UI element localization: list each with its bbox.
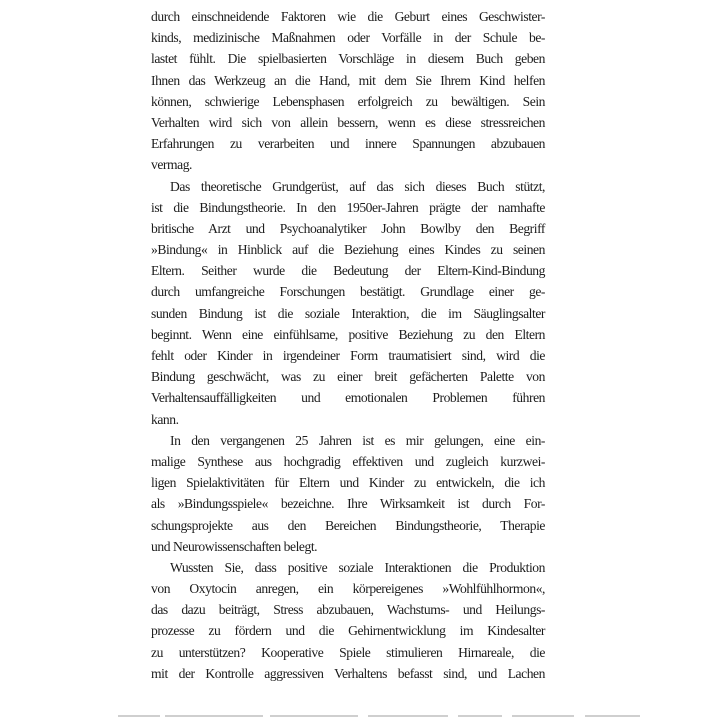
cutoff-fragment: [458, 715, 502, 717]
text-line: ist die Bindungstheorie. In den 1950er-Jahren prägte der namhafte: [151, 199, 545, 215]
text-line: ligen Spielaktivitäten für Eltern und Kinder zu entwickeln, die ich: [151, 475, 545, 491]
text-line: Bindung geschwächt, was zu einer breit gefächerten Palette von: [151, 369, 545, 385]
cutoff-fragment: [165, 715, 263, 717]
text-line: zu unterstützen? Kooperative Spiele stimulieren Hirnareale, die: [151, 644, 545, 660]
text-line: können, schwierige Lebensphasen erfolgreich zu bewältigen. Sein: [151, 93, 545, 109]
text-line: durch umfangreiche Forschungen bestätigt. Grundlage einer ge-: [151, 284, 545, 300]
text-line: sunden Bindung ist die soziale Interaktion, die im Säuglingsalter: [151, 305, 545, 321]
text-line: lastet fühlt. Die spielbasierten Vorschläge in diesem Buch geben: [151, 51, 545, 67]
text-line: malige Synthese aus hochgradig effektiven und zugleich kurzwei-: [151, 453, 545, 469]
text-line: das dazu beiträgt, Stress abzubauen, Wachstums- und Heilungs-: [151, 602, 545, 618]
text-line: Ihnen das Werkzeug an die Hand, mit dem Sie Ihrem Kind helfen: [151, 72, 545, 88]
text-line: Das theoretische Grundgerüst, auf das sich dieses Buch stützt,: [170, 178, 545, 194]
text-line: kann.: [151, 411, 179, 427]
cutoff-fragment: [585, 715, 640, 717]
text-line: mit der Kontrolle aggressiven Verhaltens befasst sind, und Lachen: [151, 665, 545, 681]
text-line: Eltern. Seither wurde die Bedeutung der Eltern-Kind-Bindung: [151, 263, 545, 279]
text-line: durch einschneidende Faktoren wie die Geburt eines Geschwister-: [151, 9, 545, 24]
text-line: fehlt oder Kinder in irgendeiner Form traumatisiert sind, wird die: [151, 348, 545, 363]
text-line: als »Bindungsspiele« bezeichne. Ihre Wirksamkeit ist durch For-: [151, 496, 545, 512]
cutoff-fragment: [368, 715, 448, 717]
text-line: »Bindung« in Hinblick auf die Beziehung eines Kindes zu seinen: [151, 242, 545, 258]
text-line: prozesse zu fördern und die Gehirnentwicklung im Kindesalter: [151, 623, 545, 639]
text-line: schungsprojekte aus den Bereichen Bindungstheorie, Therapie: [151, 517, 545, 533]
text-line: In den vergangenen 25 Jahren ist es mir gelungen, eine ein-: [170, 432, 545, 448]
text-line: britische Arzt und Psychoanalytiker John Bowlby den Begriff: [151, 220, 545, 236]
text-line: Wussten Sie, dass positive soziale Interaktionen die Produktion: [170, 559, 545, 575]
text-line: von Oxytocin anregen, ein körpereigenes »Wohlfühlhormon«,: [151, 581, 545, 597]
text-line: vermag.: [151, 157, 193, 173]
text-line: Verhaltensauffälligkeiten und emotionalen Problemen führen: [151, 390, 545, 406]
cutoff-fragment: [512, 715, 574, 717]
text-line: Verhalten wird sich von allein bessern, wenn es diese stressreichen: [151, 114, 545, 130]
text-column: [151, 6, 545, 684]
text-line: Erfahrungen zu verarbeiten und innere Spannungen abzubauen: [151, 136, 545, 152]
cutoff-fragment: [270, 715, 358, 717]
text-line: kinds, medizinische Maßnahmen oder Vorfälle in der Schule be-: [151, 30, 545, 46]
text-line: beginnt. Wenn eine einfühlsame, positive Beziehung zu den Eltern: [151, 326, 545, 342]
cutoff-fragment: [118, 715, 160, 717]
text-line: und Neurowissenschaften belegt.: [151, 538, 318, 554]
